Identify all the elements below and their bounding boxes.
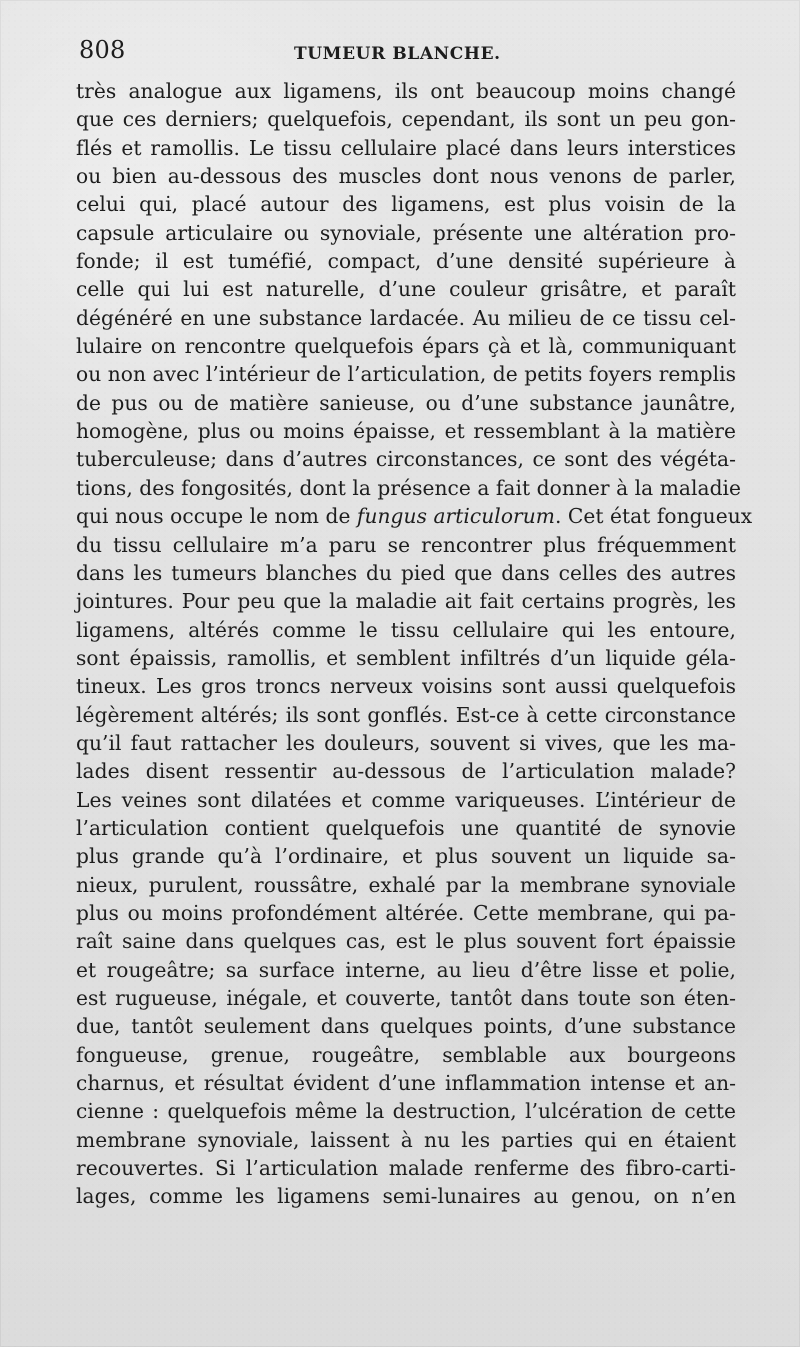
text-line-25 bbox=[76, 757, 736, 785]
line-text: charnus, et résultat évident d’une inflammation intense et an- bbox=[76, 1071, 736, 1096]
line-text: légèrement altérés; ils sont gonflés. Est-ce à cette circonstance bbox=[76, 702, 736, 727]
line-text: que ces derniers; quelquefois, cependant, ils sont un peu gon- bbox=[76, 107, 736, 132]
line-text: membrane synoviale, laissent à nu les parties qui en étaient bbox=[76, 1127, 736, 1152]
text-line-12 bbox=[76, 389, 736, 417]
line-text: Les veines sont dilatées et comme variqueuses. L’intérieur de bbox=[76, 787, 736, 812]
text-line-21 bbox=[76, 644, 736, 672]
text-line-27 bbox=[76, 814, 736, 842]
line-text: fonde; il est tuméfié, compact, d’une densité supérieure à bbox=[76, 249, 736, 274]
line-text: lades disent ressentir au-dessous de l’articulation malade? bbox=[76, 759, 736, 784]
text-line-16 bbox=[76, 502, 753, 530]
text-line-3 bbox=[76, 134, 736, 162]
text-line-19 bbox=[76, 587, 736, 615]
text-line-4 bbox=[76, 162, 736, 190]
text-line-13 bbox=[76, 417, 736, 445]
line-text: celui qui, placé autour des ligamens, est plus voisin de la bbox=[76, 192, 736, 217]
text-line-11 bbox=[76, 360, 736, 388]
line-text: l’articulation contient quelquefois une quantité de synovie bbox=[76, 815, 736, 840]
line-text: due, tantôt seulement dans quelques points, d’une substance bbox=[76, 1014, 736, 1039]
text-line-2 bbox=[76, 105, 736, 133]
body-text bbox=[76, 77, 753, 1211]
line-text: et rougeâtre; sa surface interne, au lieu d’être lisse et polie, bbox=[76, 957, 736, 982]
text-line-28 bbox=[76, 842, 736, 870]
line-text: nieux, purulent, roussâtre, exhalé par la membrane synoviale bbox=[76, 872, 736, 897]
text-line-22 bbox=[76, 672, 736, 700]
line-text: dans les tumeurs blanches du pied que dans celles des autres bbox=[76, 560, 736, 585]
text-line-6 bbox=[76, 219, 736, 247]
text-line-7 bbox=[76, 247, 736, 275]
line-text: plus grande qu’à l’ordinaire, et plus souvent un liquide sa- bbox=[76, 844, 736, 869]
text-line-38 bbox=[76, 1126, 736, 1154]
text-line-32 bbox=[76, 956, 736, 984]
line-text: tuberculeuse; dans d’autres circonstances, ce sont des végéta- bbox=[76, 447, 736, 472]
text-line-30 bbox=[76, 899, 736, 927]
line-text: jointures. Pour peu que la maladie ait fait certains progrès, les bbox=[76, 589, 736, 614]
line-text: du tissu cellulaire m’a paru se rencontrer plus fréquemment bbox=[76, 532, 736, 557]
line-text: fongueuse, grenue, rougeâtre, semblable aux bourgeons bbox=[76, 1042, 736, 1067]
text-line-31 bbox=[76, 927, 736, 955]
line-text: sont épaissis, ramollis, et semblent infiltrés d’un liquide géla- bbox=[76, 645, 736, 670]
line-text: dégénéré en une substance lardacée. Au milieu de ce tissu cel- bbox=[76, 305, 736, 330]
text-line-26 bbox=[76, 786, 736, 814]
line-text: très analogue aux ligamens, ils ont beaucoup moins changé bbox=[76, 79, 736, 103]
text-line-18 bbox=[76, 559, 736, 587]
text-line-35 bbox=[76, 1041, 736, 1069]
text-line-5 bbox=[76, 190, 736, 218]
line-text: tions, des fongosités, dont la présence a fait donner à la maladie bbox=[76, 475, 742, 500]
text-line-29 bbox=[76, 871, 736, 899]
line-text: ligamens, altérés comme le tissu cellulaire qui les entoure, bbox=[76, 617, 736, 642]
text-line-24 bbox=[76, 729, 736, 757]
line-text: flés et ramollis. Le tissu cellulaire placé dans leurs interstices bbox=[76, 135, 736, 160]
italic-latin-term: fungus articulorum bbox=[356, 504, 555, 529]
page-number: 808 bbox=[79, 36, 126, 64]
text-line-15 bbox=[76, 474, 742, 502]
line-text: capsule articulaire ou synoviale, présente une altération pro- bbox=[76, 220, 736, 245]
line-text: raît saine dans quelques cas, est le plus souvent fort épaissie bbox=[76, 929, 736, 954]
text-line-36 bbox=[76, 1069, 736, 1097]
line-text: plus ou moins profondément altérée. Cette membrane, qui pa- bbox=[76, 900, 736, 925]
line-text: tineux. Les gros troncs nerveux voisins sont aussi quelquefois bbox=[76, 674, 736, 699]
line-text: recouvertes. Si l’articulation malade renferme des fibro-carti- bbox=[76, 1156, 736, 1181]
line-text: de pus ou de matière sanieuse, ou d’une substance jaunâtre, bbox=[76, 390, 736, 415]
text-line-17 bbox=[76, 531, 736, 559]
line-text: lulaire on rencontre quelquefois épars çà et là, communiquant bbox=[76, 334, 736, 359]
line-text: . Cet état fongueux bbox=[554, 504, 753, 529]
text-line-10 bbox=[76, 332, 736, 360]
line-text: homogène, plus ou moins épaisse, et ressemblant à la matière bbox=[76, 419, 736, 444]
line-text: celle qui lui est naturelle, d’une couleur grisâtre, et paraît bbox=[76, 277, 736, 302]
line-text: qu’il faut rattacher les douleurs, souvent si vives, que les ma- bbox=[76, 730, 736, 755]
page-header bbox=[79, 38, 739, 72]
text-line-23 bbox=[76, 701, 736, 729]
running-title: TUMEUR BLANCHE. bbox=[294, 44, 501, 64]
line-text: ou non avec l’intérieur de l’articulation, de petits foyers remplis bbox=[76, 362, 736, 387]
text-line-39 bbox=[76, 1154, 736, 1182]
text-line-8 bbox=[76, 275, 736, 303]
text-line-40 bbox=[76, 1182, 736, 1210]
text-line-33 bbox=[76, 984, 736, 1012]
line-text: cienne : quelquefois même la destruction, l’ulcération de cette bbox=[76, 1099, 736, 1124]
text-line-20 bbox=[76, 616, 736, 644]
line-text: lages, comme les ligamens semi-lunaires au genou, on n’en bbox=[76, 1184, 736, 1209]
text-line-37 bbox=[76, 1097, 736, 1125]
line-text: est rugueuse, inégale, et couverte, tantôt dans toute son éten- bbox=[76, 986, 736, 1010]
line-text: qui nous occupe le nom de bbox=[76, 504, 357, 529]
text-line-34 bbox=[76, 1012, 736, 1040]
line-text: ou bien au-dessous des muscles dont nous venons de parler, bbox=[76, 164, 736, 189]
text-line-1 bbox=[76, 77, 736, 105]
text-line-9 bbox=[76, 304, 736, 332]
text-line-14 bbox=[76, 445, 736, 473]
